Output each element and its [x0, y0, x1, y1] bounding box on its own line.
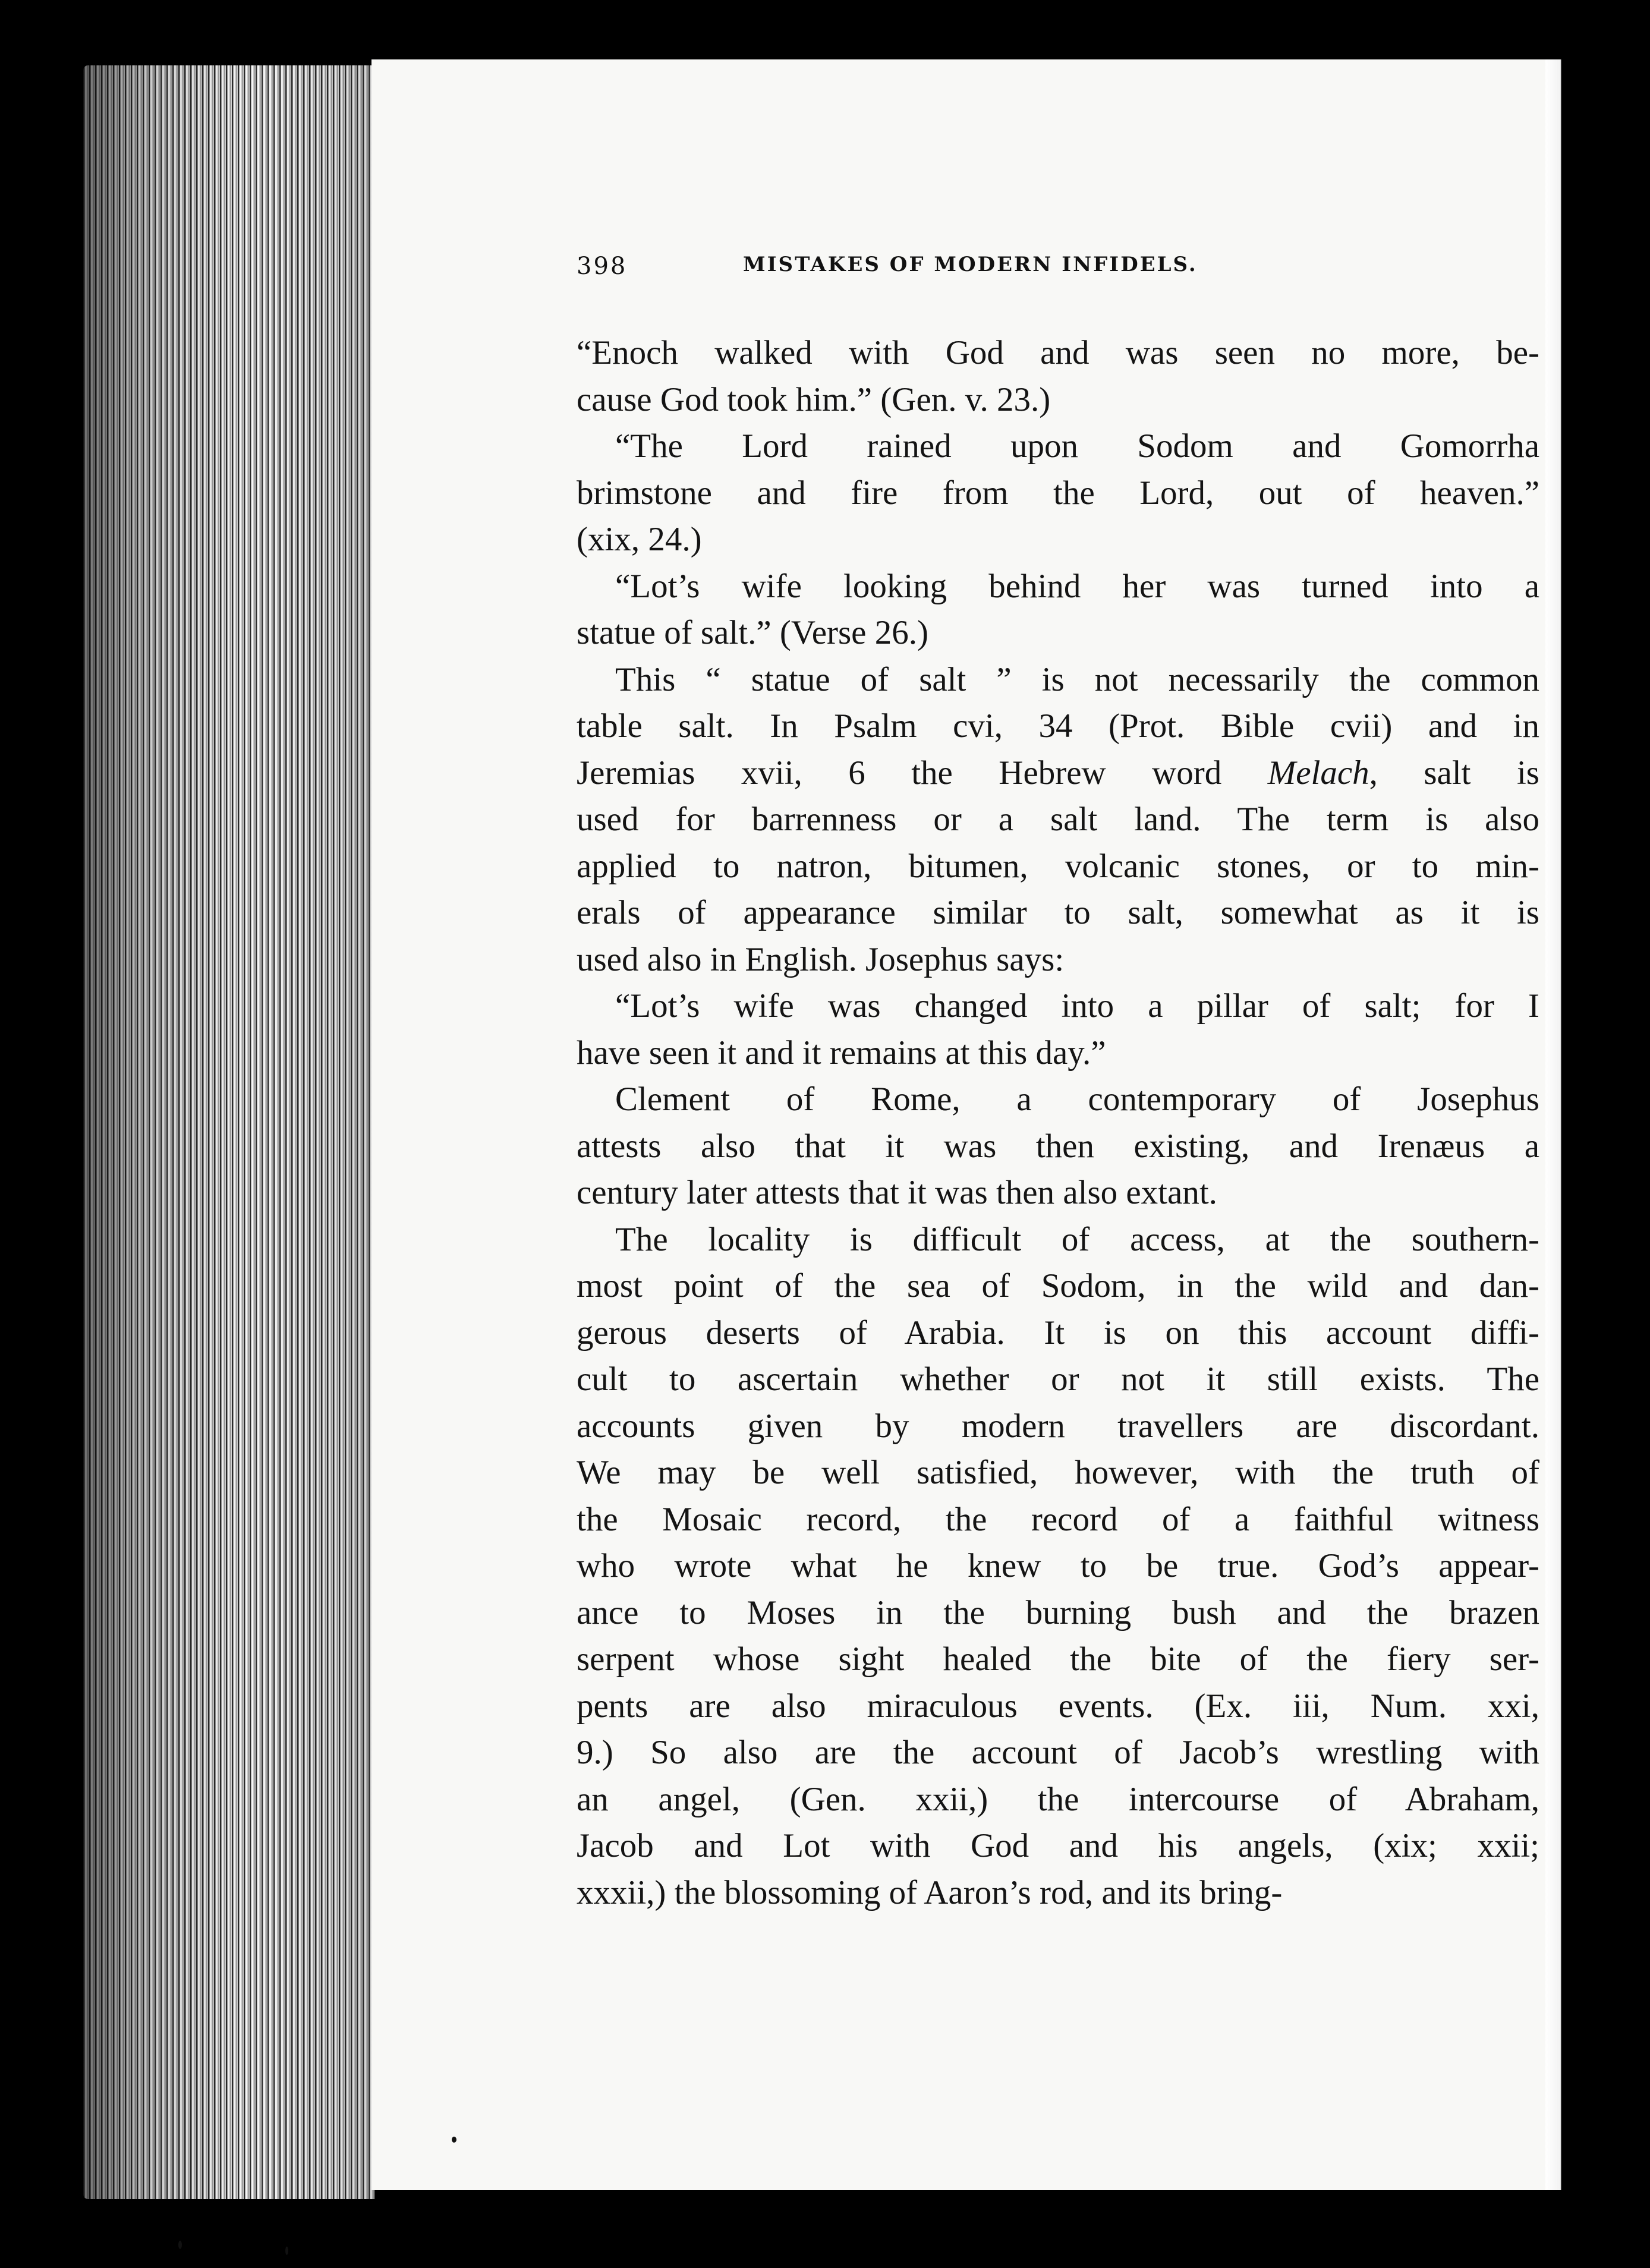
- text-line: gerous deserts of Arabia. It is on this account diffi-: [577, 1313, 1539, 1352]
- text-line: xxxii,) the blossoming of Aaron’s rod, and its bring-: [577, 1873, 1283, 1911]
- page-gutter-shadow: [1545, 59, 1596, 2190]
- text-line: Jacob and Lot with God and his angels, (xix; xxii;: [577, 1827, 1539, 1864]
- text-line: The locality is difficult of access, at the southern-: [615, 1220, 1539, 1258]
- text-line: most point of the sea of Sodom, in the wild and dan-: [577, 1267, 1539, 1305]
- scan-speck: [452, 2137, 456, 2143]
- page-number: 398: [577, 253, 628, 280]
- text-line: brimstone and fire from the Lord, out of heaven.”: [577, 474, 1539, 512]
- text-line: table salt. In Psalm cvi, 34 (Prot. Bible cvii) and in: [577, 707, 1539, 745]
- paragraph: [577, 563, 1539, 657]
- body-text: [577, 330, 1539, 1916]
- text-line: We may be well satisfied, however, with the truth of: [577, 1454, 1539, 1491]
- paragraph: [577, 983, 1539, 1076]
- text-line: Jeremias xvii, 6 the Hebrew word Melach, salt is: [577, 754, 1539, 792]
- text-line: who wrote what he knew to be true. God’s appear-: [577, 1547, 1539, 1585]
- text-line: used also in English. Josephus says:: [577, 940, 1065, 978]
- text-line: attests also that it was then existing, and Irenæus a: [577, 1127, 1539, 1165]
- text-line: “Lot’s wife was changed into a pillar of salt; for I: [615, 987, 1539, 1025]
- text-line: an angel, (Gen. xxii,) the intercourse of Abraham,: [577, 1780, 1539, 1818]
- text-line: erals of appearance similar to salt, somewhat as it is: [577, 894, 1539, 931]
- text-line: “The Lord rained upon Sodom and Gomorrha: [615, 427, 1539, 465]
- text-line: cause God took him.” (Gen. v. 23.): [577, 380, 1051, 418]
- text-line: This “ statue of salt ” is not necessarily the common: [615, 660, 1539, 698]
- page: [371, 59, 1596, 2190]
- paragraph: [577, 657, 1539, 984]
- paragraph: [577, 423, 1539, 563]
- paragraph: [577, 1217, 1539, 1917]
- italic-word: Melach: [1267, 754, 1369, 792]
- text-line: cult to ascertain whether or not it still exists. The: [577, 1360, 1539, 1398]
- text-line: “Lot’s wife looking behind her was turned into a: [615, 567, 1539, 605]
- scan-speck: [285, 2247, 288, 2255]
- text-line: have seen it and it remains at this day.”: [577, 1034, 1106, 1072]
- text-line: applied to natron, bitumen, volcanic stones, or to min-: [577, 847, 1539, 885]
- paragraph: [577, 330, 1539, 423]
- text-line: Clement of Rome, a contemporary of Josephus: [615, 1081, 1539, 1118]
- text-line: “Enoch walked with God and was seen no more, be-: [577, 334, 1539, 371]
- text-line: statue of salt.” (Verse 26.): [577, 614, 928, 651]
- text-line: used for barrenness or a salt land. The term is also: [577, 801, 1539, 838]
- text-line: (xix, 24.): [577, 521, 702, 558]
- text-line: serpent whose sight healed the bite of the fiery ser-: [577, 1640, 1539, 1678]
- text-line: the Mosaic record, the record of a faithful witness: [577, 1500, 1539, 1538]
- book-page-edges: [83, 65, 374, 2199]
- text-line: pents are also miraculous events. (Ex. iii, Num. xxi,: [577, 1687, 1539, 1725]
- running-title: MISTAKES OF MODERN INFIDELS.: [743, 253, 1198, 276]
- text-line: accounts given by modern travellers are discordant.: [577, 1407, 1539, 1445]
- paragraph: [577, 1076, 1539, 1217]
- text-line: 9.) So also are the account of Jacob’s wrestling with: [577, 1734, 1539, 1771]
- text-line: ance to Moses in the burning bush and the brazen: [577, 1593, 1539, 1631]
- scan-speck: [178, 2241, 182, 2249]
- text-line: century later attests that it was then also extant.: [577, 1174, 1217, 1211]
